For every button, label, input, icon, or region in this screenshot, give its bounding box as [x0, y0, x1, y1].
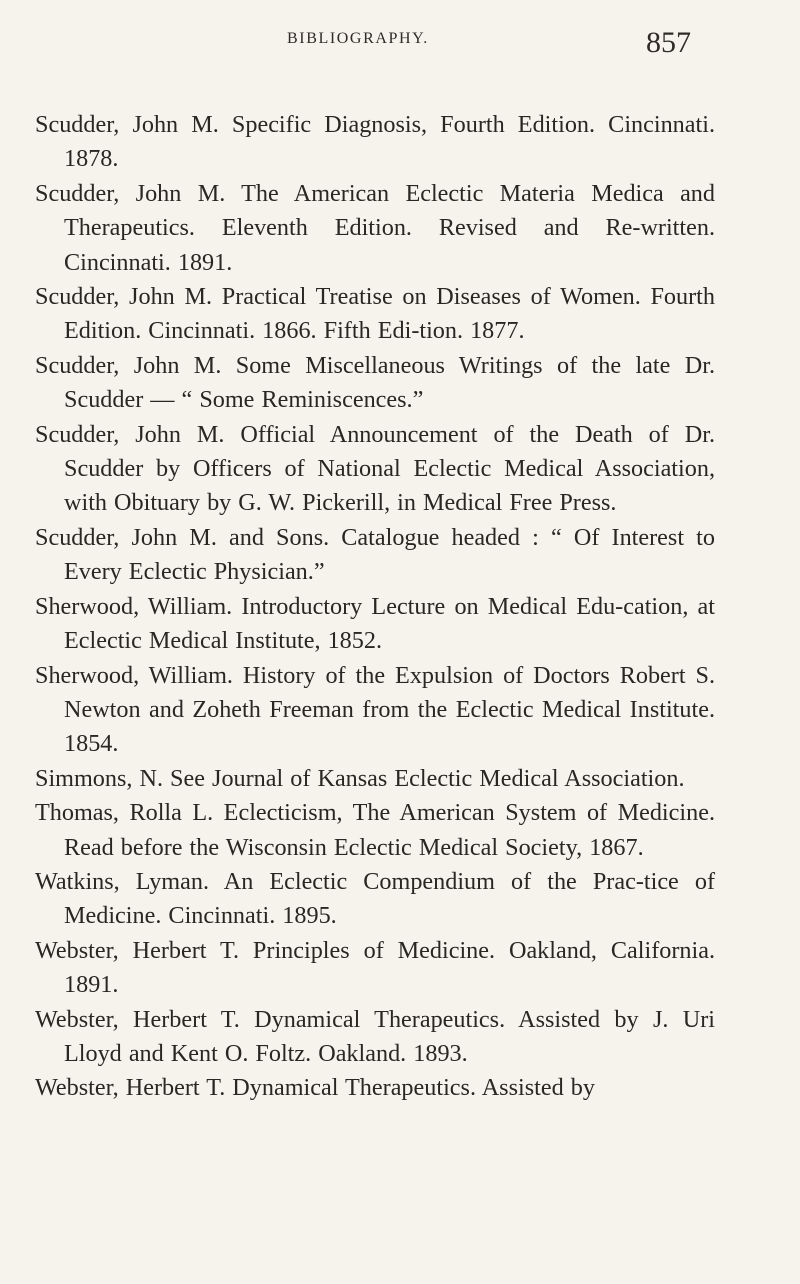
bibliography-entry: Scudder, John M. Some Miscellaneous Writings of the late Dr. Scudder — “ Some Reminiscences.”	[35, 351, 715, 414]
bibliography-entry: Sherwood, William. History of the Expulsion of Doctors Robert S. Newton and Zoheth Freeman from the Eclectic Medical Institute. 1854.	[35, 661, 715, 758]
bibliography-entry: Scudder, John M. and Sons. Catalogue headed : “ Of Interest to Every Eclectic Physician.”	[35, 523, 715, 586]
bibliography-entry: Webster, Herbert T. Dynamical Therapeutics. Assisted by	[35, 1074, 595, 1102]
bibliography-entry: Scudder, John M. Specific Diagnosis, Fourth Edition. Cincinnati. 1878.	[35, 111, 715, 173]
page-number: 857	[646, 26, 691, 59]
bibliography-entry: Sherwood, William. Introductory Lecture on Medical Edu-cation, at Eclectic Medical Institute, 1852.	[35, 592, 715, 655]
running-title: BIBLIOGRAPHY.	[287, 30, 429, 47]
bibliography-entry: Simmons, N. See Journal of Kansas Eclectic Medical Association.	[35, 764, 685, 792]
bibliography-entry: Scudder, John M. Practical Treatise on Diseases of Women. Fourth Edition. Cincinnati. 1866. Fifth Edi-tion. 1877.	[35, 283, 715, 345]
bibliography-entry: Watkins, Lyman. An Eclectic Compendium of the Prac-tice of Medicine. Cincinnati. 1895.	[35, 867, 715, 930]
page-header	[0, 26, 800, 70]
bibliography-entry: Webster, Herbert T. Dynamical Therapeutics. Assisted by J. Uri Lloyd and Kent O. Foltz. Oakland. 1893.	[35, 1005, 715, 1067]
bibliography-entry: Scudder, John M. Official Announcement of the Death of Dr. Scudder by Officers of National Eclectic Medical Association, with Obituary by G. W. Pickerill, in Medical Free Press.	[35, 420, 715, 517]
bibliography-entry: Thomas, Rolla L. Eclecticism, The American System of Medicine. Read before the Wisconsin Eclectic Medical Society, 1867.	[35, 799, 715, 861]
bibliography-list	[35, 108, 715, 1106]
bibliography-entry: Webster, Herbert T. Principles of Medicine. Oakland, California. 1891.	[35, 936, 715, 999]
bibliography-entry: Scudder, John M. The American Eclectic Materia Medica and Therapeutics. Eleventh Edition. Revised and Re-written. Cincinnati. 1891.	[35, 179, 715, 276]
